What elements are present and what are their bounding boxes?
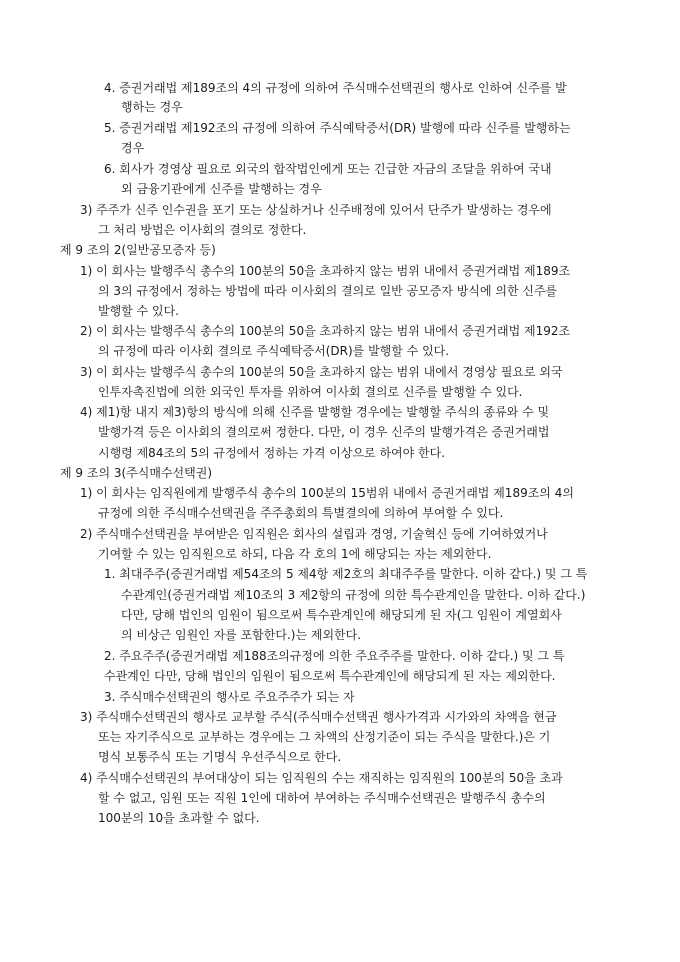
- article-heading: 제 9 조의 3(주식매수선택권): [60, 466, 212, 480]
- text-line: 4. 증권거래법 제189조의 4의 규정에 의하여 주식매수선택권의 행사로 인하여 신주를 발: [104, 81, 567, 95]
- text-line: 1. 최대주주(증권거래법 제54조의 5 제4항 제2호의 최대주주를 말한다. 이하 같다.) 및 그 특: [104, 567, 588, 581]
- text-line: 인투자촉진법에 의한 외국인 투자를 위하여 이사회 결의로 신주를 발행할 수 있다.: [98, 385, 523, 399]
- text-line: 1) 이 회사는 발행주식 총수의 100분의 50을 초과하지 않는 범위 내에서 증권거래법 제189조: [80, 264, 571, 278]
- article-heading: 제 9 조의 2(일반공모증자 등): [60, 243, 216, 257]
- text-line: 그 처리 방법은 이사회의 결의로 정한다.: [98, 223, 307, 237]
- text-line: 4) 제1)항 내지 제3)항의 방식에 의해 신주를 발행할 경우에는 발행할 주식의 종류와 수 및: [80, 405, 550, 419]
- text-line: 규정에 의한 주식매수선택권을 주주총회의 특별결의에 의하여 부여할 수 있다.: [98, 506, 504, 520]
- text-line: 1) 이 회사는 임직원에게 발행주식 총수의 100분의 15범위 내에서 증권거래법 제189조의 4의: [80, 486, 574, 500]
- text-line: 발행할 수 있다.: [98, 304, 179, 318]
- text-line: 2. 주요주주(증권거래법 제188조의규정에 의한 주요주주를 말한다. 이하 같다.) 및 그 특: [104, 649, 565, 663]
- text-line: 수관계인(증권거래법 제10조의 3 제2항의 규정에 의한 특수관계인을 말한다. 이하 같다.): [121, 588, 586, 602]
- text-line: 시행령 제84조의 5의 규정에서 정하는 가격 이상으로 하여야 한다.: [98, 446, 446, 460]
- text-line: 기여할 수 있는 임직원으로 하되, 다음 각 호의 1에 해당되는 자는 제외한다.: [98, 547, 492, 561]
- text-line: 3) 이 회사는 발행주식 총수의 100분의 50을 초과하지 않는 범위 내에서 경영상 필요로 외국: [80, 365, 563, 379]
- text-line: 4) 주식매수선택권의 부여대상이 되는 임직원의 수는 재직하는 임직원의 100분의 50을 초과: [80, 771, 563, 785]
- text-line: 3) 주주가 신주 인수권을 포기 또는 상실하거나 신주배정에 있어서 단주가 발생하는 경우에: [80, 203, 552, 217]
- text-line: 100분의 10을 초과할 수 없다.: [98, 811, 260, 825]
- text-line: 5. 증권거래법 제192조의 규정에 의하여 주식예탁증서(DR) 발행에 따라 신주를 발행하는: [104, 121, 571, 135]
- text-line: 할 수 없고, 임원 또는 직원 1인에 대하여 부여하는 주식매수선택권은 발행주식 총수의: [98, 791, 546, 805]
- text-line: 수관계인 다만, 당해 법인의 임원이 됨으로써 특수관계인에 해당되게 된 자는 제외한다.: [104, 669, 556, 683]
- text-line: 의 3의 규정에서 정하는 방법에 따라 이사회의 결의로 일반 공모증자 방식에 의한 신주를: [98, 284, 558, 298]
- text-line: 다만, 당해 법인의 임원이 됨으로써 특수관계인에 해당되게 된 자(그 임원이 계열회사: [121, 608, 562, 622]
- text-line: 행하는 경우: [121, 100, 183, 114]
- text-line: 발행가격 등은 이사회의 결의로써 정한다. 다만, 이 경우 신주의 발행가격은 증권거래법: [98, 425, 550, 439]
- text-line: 3. 주식매수선택권의 행사로 주요주주가 되는 자: [104, 690, 355, 704]
- text-line: 의 비상근 임원인 자를 포함한다.)는 제외한다.: [121, 628, 362, 642]
- text-line: 3) 주식매수선택권의 행사로 교부할 주식(주식매수선택권 행사가격과 시가와의 차액을 현금: [80, 710, 557, 724]
- text-line: 경우: [121, 141, 145, 155]
- text-line: 6. 회사가 경영상 필요로 외국의 합작법인에게 또는 긴급한 자금의 조달을 위하여 국내: [104, 162, 552, 176]
- text-line: 또는 자기주식으로 교부하는 경우에는 그 차액의 산정기준이 되는 주식을 말한다.)은 기: [98, 730, 551, 744]
- text-line: 외 금융기관에게 신주를 발행하는 경우: [121, 182, 322, 196]
- text-line: 2) 주식매수선택권을 부여받은 임직원은 회사의 설립과 경영, 기술혁신 등에 기여하였거나: [80, 527, 548, 541]
- text-line: 2) 이 회사는 발행주식 총수의 100분의 50을 초과하지 않는 범위 내에서 증권거래법 제192조: [80, 324, 571, 338]
- text-line: 명식 보통주식 또는 기명식 우선주식으로 한다.: [98, 750, 342, 764]
- text-line: 의 규정에 따라 이사회 결의로 주식예탁증서(DR)를 발행할 수 있다.: [98, 344, 450, 358]
